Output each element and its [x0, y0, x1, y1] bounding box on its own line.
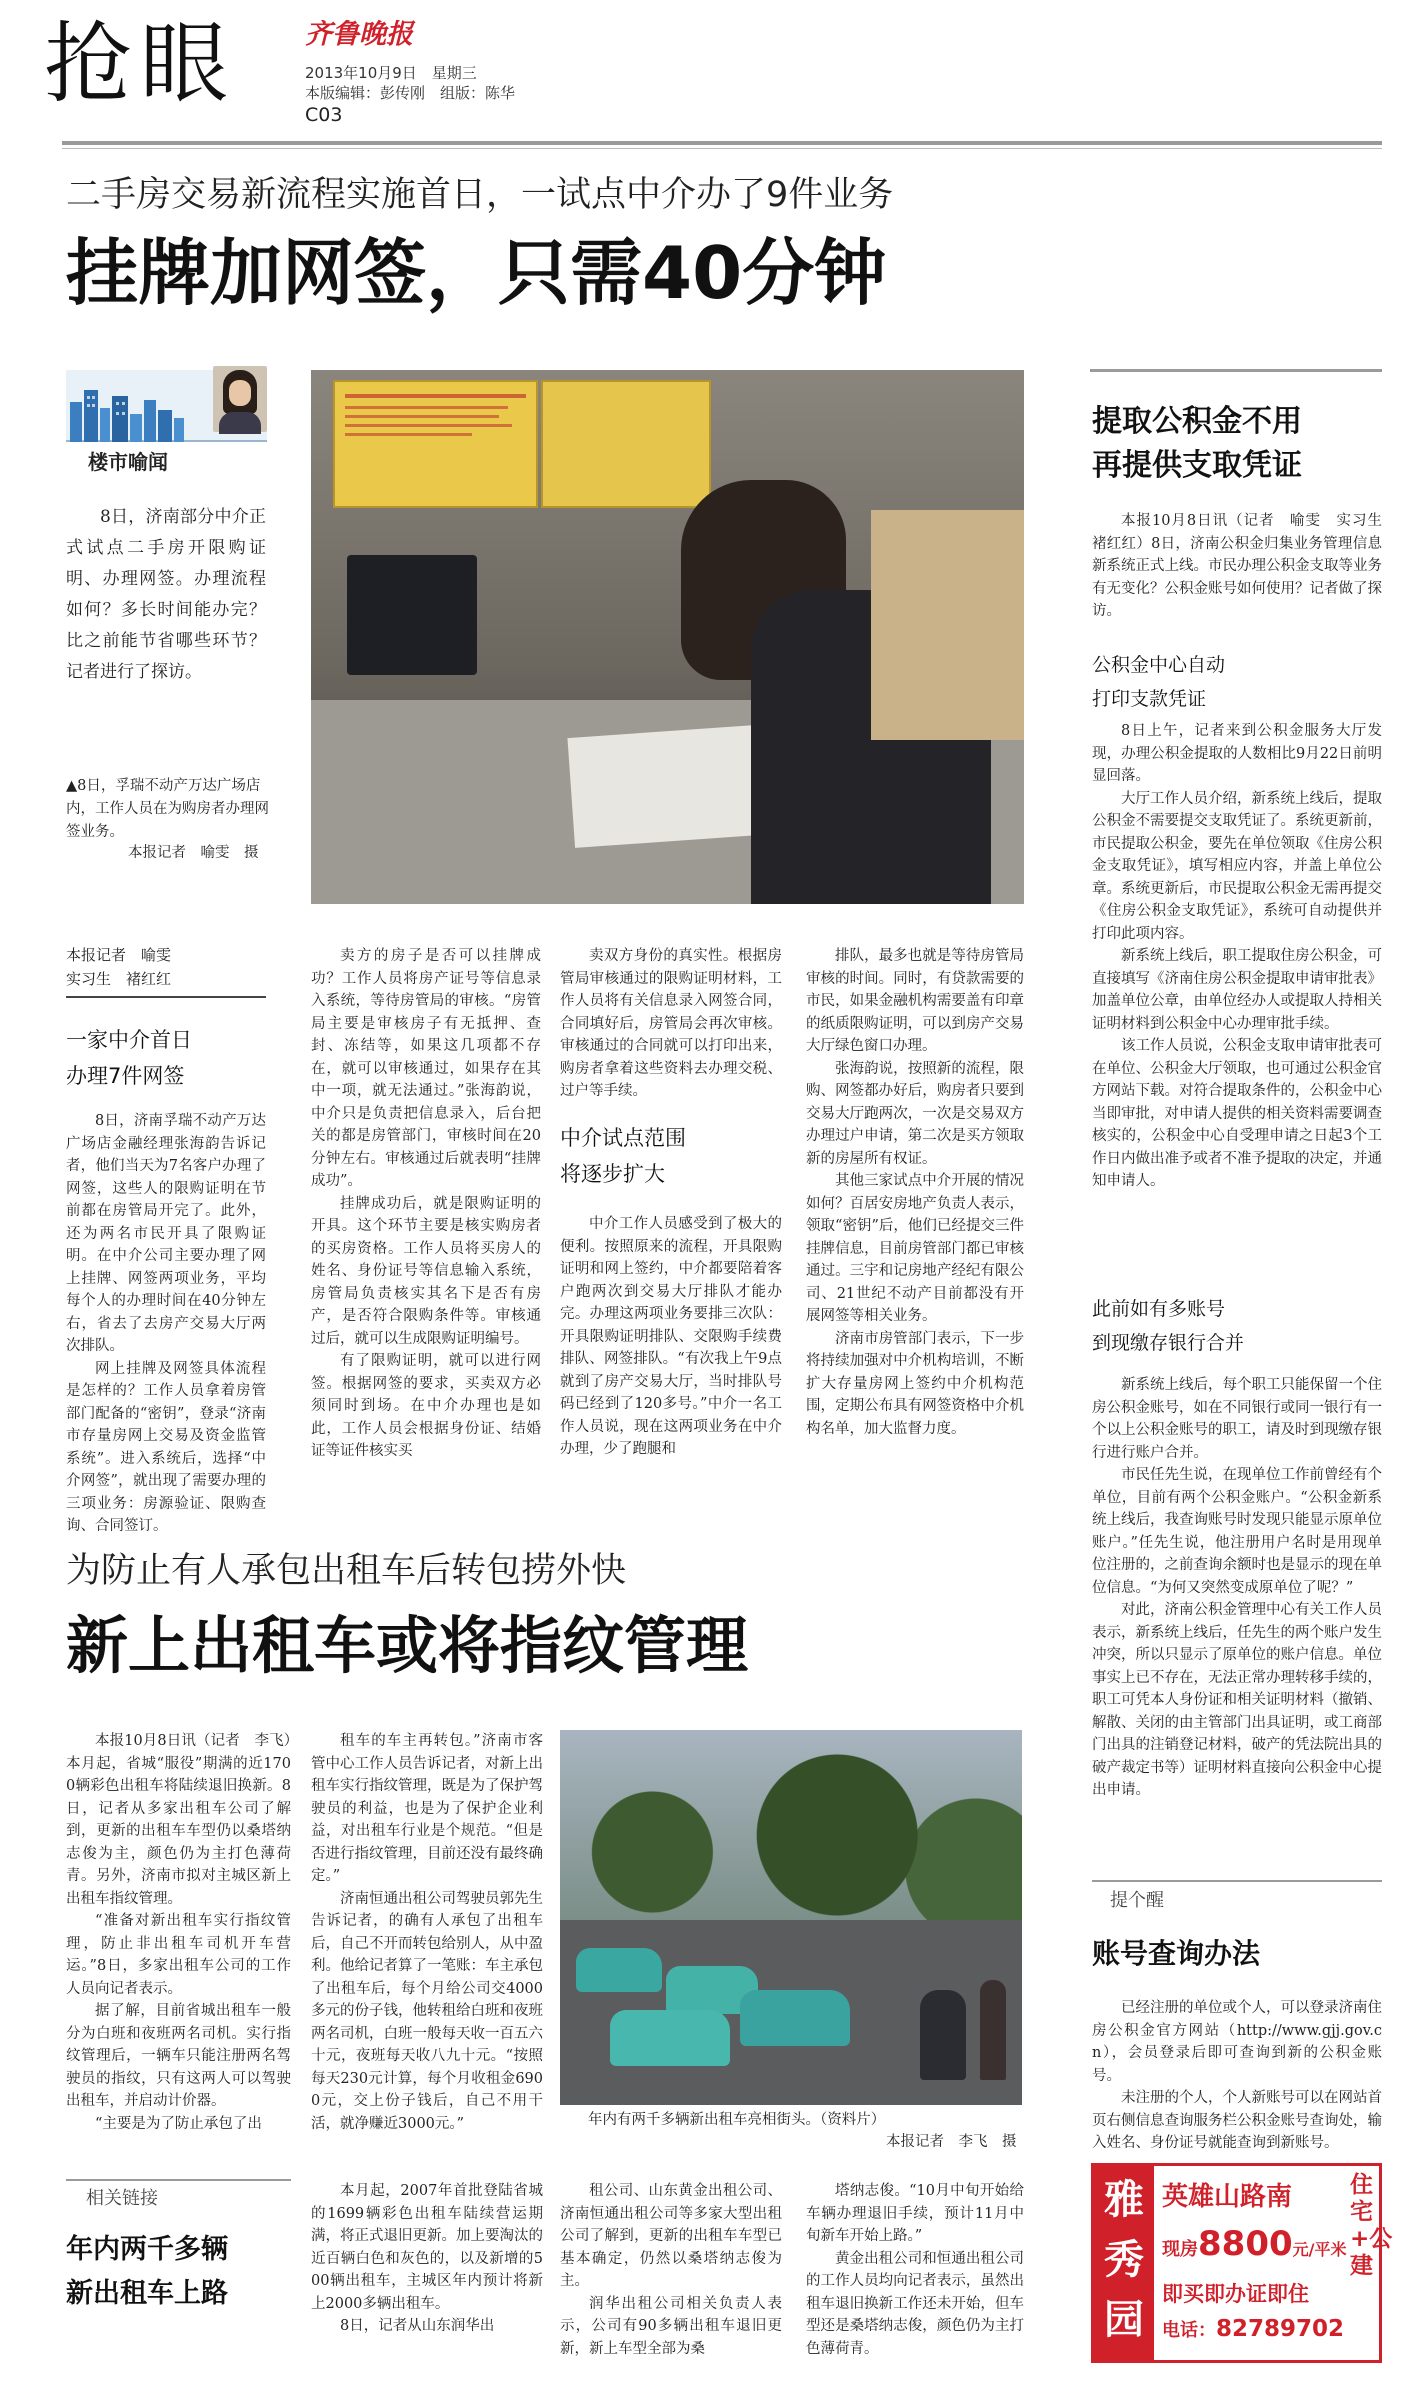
taxi-1 [576, 1948, 662, 1992]
column-label: 楼市喻闻 [88, 450, 168, 474]
masthead-rule [62, 141, 1382, 145]
story2-kicker: 为防止有人承包出租车后转包捞外快 [66, 1551, 627, 1591]
story1-col4: 排队，最多也就是等待房管局审核的时间。同时，有贷款需要的市民，如果金融机构需要盖有印章的纸质限购证明，可以到房产交易大厅绿色窗口办理。 张海韵说，按照新的流程，限购、网签都办好后，购房者只要到交易大厅跑两次，一次是交易双方办理过户申请，第二次是买方领取新的房屋所有权证。 其他三家试点中介开展的情况如何？百居安房地产负责人表示，领取“密钥”后，他们已经提交三件挂牌信息，目前房管部门都已审核通过。三宇和记房地产经纪有限公司、21世纪不动产目前都没有开展网签等相关业务。 济南市房管部门表示，下一步将持续加强对中介机构培训，不断扩大存量房网上签约中介机构范围，定期公布具有网签资格中介机构名单，加大监督力度。 [806, 948, 1024, 1437]
story2-photo-caption: 年内有两千多辆新出租车亮相街头。（资料片） [588, 2112, 886, 2128]
sidebar-section-1: 8日上午，记者来到公积金服务大厅发现，办理公积金提取的人数相比9月22日前明显回落。 大厅工作人员介绍，新系统上线后，提取公积金不需要提交支取凭证了。系统更新前，市民提取公积金，要先在单位领取《住房公积金支取凭证》，填写相应内容，并盖上单位公章。系统更新后，市民提取公积金无需再提交《住房公积金支取凭证》，系统可自动提供并打印此项内容。 新系统上线后，职工提取住房公积金，可直接填写《济南住房公积金提取申请审批表》加盖单位公章，由单位经办人或提取人持相关证明材料到公积金中心办理审批手续。 该工作人员说，公积金支取申请审批表可在单位、公积金大厅领取，也可通过公积金官方网站下载。对符合提取条件的，公积金中心当即审批，对申请人提供的相关资料需要调查核实的，公积金中心自受理申请之日起3个工作日内做出准予或者不准予提取的决定，并通知申请人。 [1092, 723, 1382, 1189]
sidebar-lead: 本报10月8日讯（记者 喻雯 实习生 褚红红）8日，济南公积金归集业务管理信息新系统正式上线。市民办理公积金支取等业务有无变化？公积金账号如何使用？记者做了探访。 [1092, 513, 1397, 619]
ad-brand: 雅 秀 园 [1094, 2166, 1154, 2360]
sidebar-headline: 提取公积金不用 再提供支取凭证 [1092, 404, 1302, 483]
ad-tagline: 住宅+公建 [1350, 2172, 1393, 2279]
related-col3: 塔纳志俊。“10月中旬开始给车辆办理退旧手续，预计11月中旬新车开始上路。” 黄金出租公司和恒通出租公司的工作人员均向记者表示，虽然出租车退旧换新工作还未开始，但车型还是桑塔纳志俊，颜色仍为主打色薄荷青。 [806, 2183, 1024, 2357]
shelf-cabinet [871, 510, 1024, 740]
ad-box[interactable] [1091, 2163, 1393, 2363]
story1-col3b: 中介工作人员感受到了极大的便利。按照原来的流程，开具限购证明和网上签约，中介都要陪着客户跑两次到交易大厅排队才能办完。办理这两项业务要排三次队：开具限购证明排队、交限购手续费排队、网签排队。“有次我上午9点就到了房产交易大厅，当时排队号码已经到了120多号。”中介一名工作人员说，现在这两项业务在中介办理，少了跑腿和 [560, 1216, 782, 1457]
related-col1: 本月起，2007年首批登陆省城的1699辆彩色出租车陆续营运期满，将正式退旧更新。加上要淘汰的近百辆白色和灰色的，以及新增的500辆出租车，主城区年内预计将新上2000多辆出租车。 8日，记者从山东润华出 [311, 2183, 543, 2334]
reporter-avatar [213, 366, 267, 432]
pedestrian [980, 1980, 1006, 2080]
story2-headline: 新上出租车或将指纹管理 [66, 1609, 749, 1682]
story1-intro: 8日，济南部分中介正式试点二手房开限购证明、办理网签。办理流程如何？多长时间能办完？比之前能节省哪些环节？记者进行了探访。 [66, 507, 266, 682]
editor-line: 本版编辑：彭传刚 组版：陈华 [305, 84, 516, 102]
wall-sign-2 [541, 380, 711, 508]
sidebar-section-2: 新系统上线后，每个职工只能保留一个住房公积金账号，如在不同银行或同一银行有一个以上公积金账号的职工，请及时到现缴存银行进行账户合并。 市民任先生说，在现单位工作前曾经有个单位，目前有两个公积金账户。“公积金新系统上线后，我查询账号时发现只能显示原单位账户。”任先生说，他注册用户名时是用现单位注册的，之前查询余额时也是显示的现在单位信息。“为何又突然变成原单位了呢？” 对此，济南公积金管理中心有关工作人员表示，新系统上线后，任先生的两个账户发生冲突，所以只显示了原单位的账户信息。单位事实上已不存在，无法正常办理转移手续的，职工可凭本人身份证和相关证明材料（撤销、解散、关闭的由主管部门出具证明，或工商部门出具的注销登记材料，破产的凭法院出具的破产裁定书等）证明材料直接向公积金中心提出申请。 [1092, 1377, 1382, 1798]
story1-photo-caption: ▲8日，孚瑞不动产万达广场店内，工作人员在为购房者办理网签业务。 [66, 778, 269, 840]
story1-kicker: 二手房交易新流程实施首日，一试点中介办了9件业务 [66, 175, 894, 215]
story1-photo-credit: 本报记者 喻雯 摄 [128, 845, 259, 861]
ad-price: 现房8800元/平米 [1162, 2224, 1347, 2264]
story1-col3a: 卖双方身份的真实性。根据房管局审核通过的限购证明材料，工作人员将有关信息录入网签合同，合同填好后，房管局会再次审核。审核通过的合同就可以打印出来，购房者拿着这些资料去办理交税、过户等手续。 [560, 948, 782, 1099]
tip-body: 已经注册的单位或个人，可以登录济南住房公积金官方网站（http://www.gjj.gov.cn），会员登录后即可查询到新的公积金账号。 未注册的个人，个人新账号可以在网站首页右侧信息查询服务栏公积金账号查询处，输入姓名、身份证号就能查询到新账号。 [1092, 2000, 1382, 2151]
sidebar-subhead-1: 公积金中心自动 打印支款凭证 [1092, 654, 1226, 710]
story1-subhead-2: 中介试点范围 将逐步扩大 [560, 1126, 686, 1186]
monitor [347, 555, 477, 675]
story2-photo [560, 1730, 1022, 2105]
byline-reporter: 本报记者 喻雯 [66, 946, 172, 964]
scooter-rider [920, 1990, 966, 2080]
story2-col2: 租车的车主再转包。”济南市客管中心工作人员告诉记者，对新上出租车实行指纹管理，既是为了保护驾驶员的利益，也是为了保护企业利益，对出租车行业是个规范。“但是否进行指纹管理，目前还没有最终确定。” 济南恒通出租公司驾驶员郭先生告诉记者，的确有人承包了出租车后，自己不开而转包给别人，从中盈利。他给记者算了一笔账：车主承包了出租车后，每个月给公司交4000多元的份子钱，他转租给白班和夜班两名司机，白班一般每天收一百五六十元，夜班每天收八九十元。“按照每天230元计算，每个月收租金6900元，交上份子钱后，自己不用干活，就净赚近3000元。” [311, 1733, 543, 2132]
wall-sign [333, 380, 538, 508]
section-title: 抢眼 [44, 12, 237, 115]
masthead-rule-thin [62, 148, 1382, 149]
ad-offer: 即买即办证即住 [1162, 2282, 1309, 2306]
related-headline: 年内两千多辆 新出租车上路 [66, 2234, 228, 2309]
tip-headline: 账号查询办法 [1092, 1937, 1261, 1970]
paper-name-logo: 齐鲁晚报 [305, 19, 413, 50]
sidebar-top-rule [1090, 369, 1382, 372]
sidebar-subhead-2: 此前如有多账号 到现缴存银行合并 [1092, 1298, 1245, 1354]
story1-headline: 挂牌加网签，只需40分钟 [66, 231, 887, 315]
related-label-rule [66, 2179, 291, 2181]
tip-label: 提个醒 [1110, 1890, 1164, 1911]
tip-rule [1092, 1880, 1382, 1882]
page-number: C03 [305, 104, 343, 126]
related-label: 相关链接 [86, 2188, 158, 2209]
trees [560, 1750, 1022, 1920]
story1-col1: 8日，济南孚瑞不动产万达广场店金融经理张海韵告诉记者，他们当天为7名客户办理了网签，这些人的限购证明在节前都在房管局开完了。此外，还为两名市民开具了限购证明。在中介公司主要办理了网上挂牌、网签两项业务，平均每个人的办理时间在40分钟左右，省去了去房产交易大厅两次排队。 网上挂牌及网签具体流程是怎样的？工作人员拿着房管部门配备的“密钥”，登录“济南市存量房网上交易及资金监管系统”。进入系统后，选择“中介网签”，就出现了需要办理的三项业务：房源验证、限购查询、合同签订。 [66, 1113, 266, 1534]
taxi-3 [740, 1990, 850, 2046]
taxi-4 [610, 2010, 730, 2066]
story1-subhead-1: 一家中介首日 办理7件网签 [66, 1028, 192, 1088]
story2-photo-credit: 本报记者 李飞 摄 [886, 2134, 1017, 2150]
story2-col1: 本报10月8日讯（记者 李飞）本月起，省城“服役”期满的近1700辆彩色出租车将陆续退旧换新。8日，记者从多家出租车公司了解到，更新的出租车车型仍以桑塔纳志俊为主，颜色仍为主打色薄荷青。另外，济南市拟对主城区新上出租车指纹管理。 “准备对新出租车实行指纹管理，防止非出租车司机开车营运。”8日，多家出租车公司的工作人员向记者表示。 据了解，目前省城出租车一般分为白班和夜班两名司机。实行指纹管理后，一辆车只能注册两名驾驶员的指纹，只有这两人可以驾驶出租车，并启动计价器。 “主要是为了防止承包了出 [66, 1733, 291, 2132]
byline-intern: 实习生 褚红红 [66, 970, 172, 988]
date-line: 2013年10月9日 星期三 [305, 64, 477, 82]
ad-phone: 电话：82789702 [1162, 2316, 1345, 2342]
related-col2: 租公司、山东黄金出租公司、济南恒通出租公司等多家大型出租公司了解到，更新的出租车车型已基本确定，仍然以桑塔纳志俊为主。 润华出租公司相关负责人表示，公司有90多辆出租车退旧更新，新上车型全部为桑 [560, 2183, 782, 2357]
story1-photo [311, 370, 1024, 904]
ad-road: 英雄山路南 [1162, 2182, 1293, 2212]
story1-col2: 卖方的房子是否可以挂牌成功？工作人员将房产证号等信息录入系统，等待房管局的审核。“房管局主要是审核房子有无抵押、查封、冻结等，如果这几项都不存在，就可以审核通过，如果存在其中一项，就无法通过。”张海韵说，中介只是负责把信息录入，后台把关的都是房管部门，审核时间在20分钟左右。审核通过后就表明“挂牌成功”。 挂牌成功后，就是限购证明的开具。这个环节主要是核实购房者的买房资格。工作人员将买房人的姓名、身份证号等信息输入系统，房管局负责核实其名下是否有房产，是否符合限购条件等。审核通过后，就可以生成限购证明编号。 有了限购证明，就可以进行网签。根据网签的要求，买卖双方必须同时到场。在中介办理也是如此，工作人员会根据身份证、结婚证等证件核实买 [311, 948, 541, 1459]
byline-rule [66, 996, 266, 998]
